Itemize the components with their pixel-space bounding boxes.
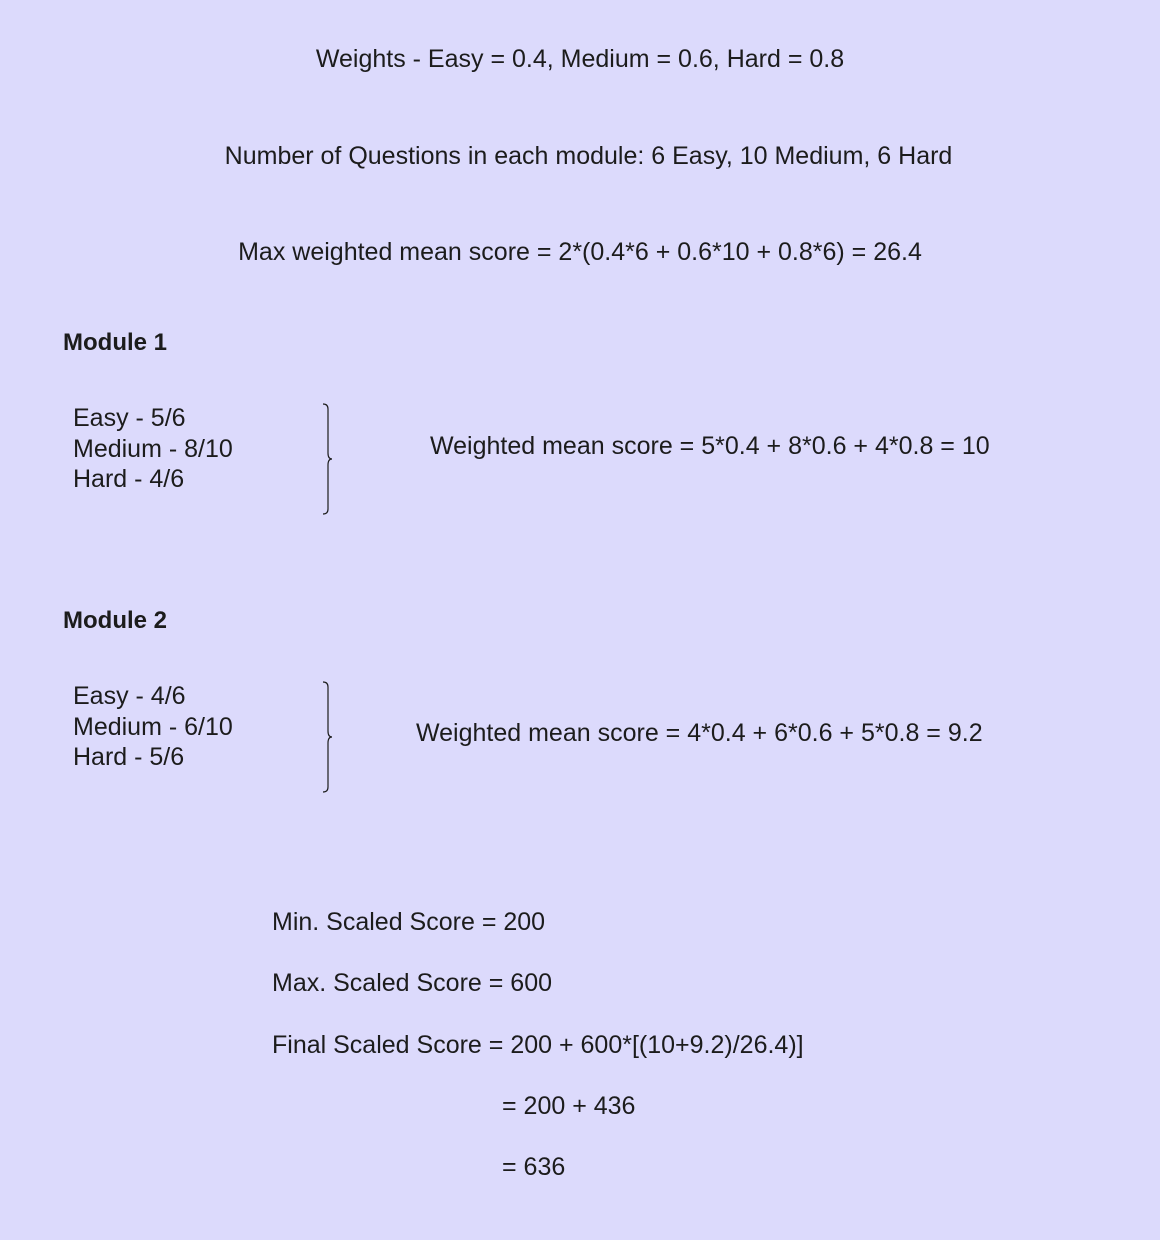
module-1-easy: Easy - 5/6	[73, 404, 186, 432]
module-1-hard: Hard - 4/6	[73, 465, 185, 493]
min-scaled-score: Min. Scaled Score = 200	[272, 908, 546, 936]
module-1-scores	[73, 403, 233, 495]
questions-count-text: Number of Questions in each module: 6 Easy, 10 Medium, 6 Hard	[224, 142, 953, 170]
module-2-title: Module 2	[63, 607, 168, 634]
module-2-medium: Medium - 6/10	[73, 712, 233, 741]
module-1-weighted-score: Weighted mean score = 5*0.4 + 8*0.6 + 4*0.8 = 10	[430, 432, 990, 460]
module-1-title: Module 1	[63, 329, 168, 356]
final-scaled-score: Final Scaled Score = 200 + 600*[(10+9.2)/26.4)]	[272, 1031, 804, 1059]
final-step-1: = 200 + 436	[502, 1092, 636, 1120]
max-scaled-score: Max. Scaled Score = 600	[272, 969, 553, 997]
module-2-brace	[322, 681, 338, 793]
module-2-easy: Easy - 4/6	[73, 682, 186, 710]
module-1-medium: Medium - 8/10	[73, 434, 233, 463]
module-2-hard: Hard - 5/6	[73, 743, 185, 771]
weights-text: Weights - Easy = 0.4, Medium = 0.6, Hard = 0.8	[315, 45, 845, 73]
module-2-weighted-score: Weighted mean score = 4*0.4 + 6*0.6 + 5*0.8 = 9.2	[416, 719, 983, 747]
final-step-2: = 636	[502, 1153, 566, 1181]
module-2-scores	[73, 681, 233, 773]
module-1-brace	[322, 403, 338, 515]
max-score-text: Max weighted mean score = 2*(0.4*6 + 0.6*10 + 0.8*6) = 26.4	[238, 238, 922, 266]
